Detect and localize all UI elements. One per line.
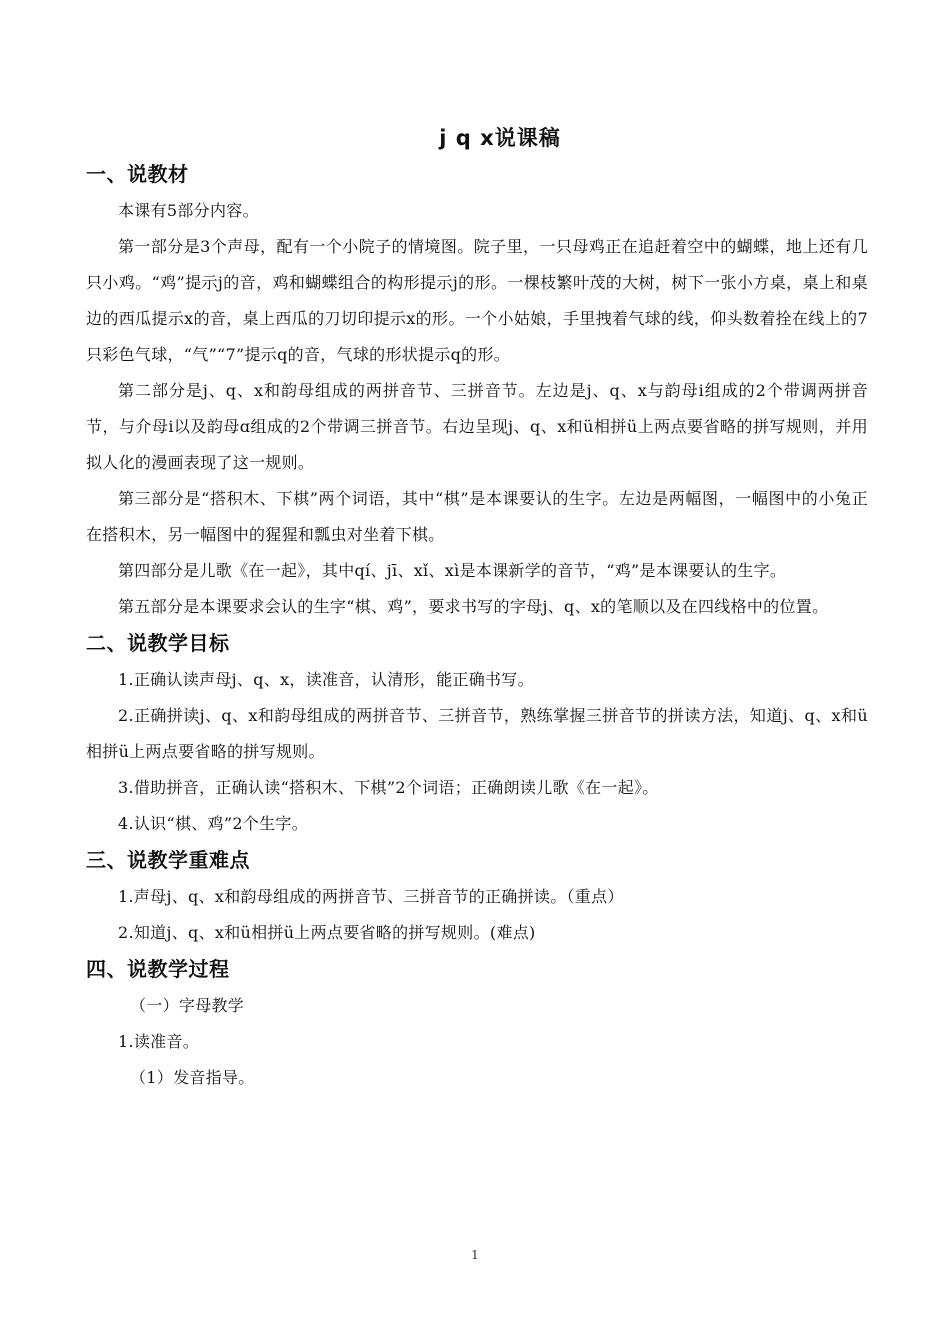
document-body	[86, 156, 868, 1096]
paragraph: （1）发音指导。	[130, 1068, 255, 1087]
paragraph: 2.正确拼读j、q、x和韵母组成的两拼音节、三拼音节，熟练掌握三拼音节的拼读方法，知道j、q、x和ü相拼ü上两点要省略的拼写规则。	[86, 706, 868, 761]
paragraph: 第四部分是儿歌《在一起》，其中qí、jī、xǐ、xì是本课新学的音节，“鸡”是本课要认的生字。	[118, 561, 787, 580]
paragraph: 本课有5部分内容。	[118, 201, 259, 220]
paragraph: 第二部分是j、q、x和韵母组成的两拼音节、三拼音节。左边是j、q、x与韵母i组成的2个带调两拼音节，与介母i以及韵母ɑ组成的2个带调三拼音节。右边呈现j、q、x和ü相拼ü上两点要省略的拼写规则，并用拟人化的漫画表现了这一规则。	[86, 381, 868, 472]
paragraph: 4.认识“棋、鸡”2个生字。	[118, 814, 309, 833]
section-heading-goals: 二、说教学目标	[86, 631, 230, 655]
paragraph: 第三部分是“搭积木、下棋”两个词语，其中“棋”是本课要认的生字。左边是两幅图，一幅图中的小兔正在搭积木，另一幅图中的猩猩和瓢虫对坐着下棋。	[86, 489, 868, 544]
paragraph: 1.读准音。	[118, 1032, 200, 1051]
page-number: 1	[471, 1248, 479, 1262]
paragraph: （一）字母教学	[130, 996, 245, 1015]
section-heading-key-points: 三、说教学重难点	[86, 848, 250, 872]
section-heading-process: 四、说教学过程	[86, 957, 230, 981]
document-title: j q x说课稿	[439, 126, 561, 150]
paragraph: 第五部分是本课要求会认的生字“棋、鸡”，要求书写的字母j、q、x的笔顺以及在四线格中的位置。	[118, 597, 829, 616]
paragraph: 1.正确认读声母j、q、x，读准音，认清形，能正确书写。	[118, 670, 534, 689]
paragraph: 2.知道j、q、x和ü相拼ü上两点要省略的拼写规则。(难点)	[118, 923, 536, 942]
section-heading-textbook: 一、说教材	[86, 162, 189, 186]
paragraph: 3.借助拼音，正确认读“搭积木、下棋”2个词语；正确朗读儿歌《在一起》。	[118, 778, 659, 797]
paragraph: 第一部分是3个声母，配有一个小院子的情境图。院子里，一只母鸡正在追赶着空中的蝴蝶，地上还有几只小鸡。“鸡”提示j的音，鸡和蝴蝶组合的构形提示j的形。一棵枝繁叶茂的大树，树下一张小方桌，桌上和桌边的西瓜提示x的音，桌上西瓜的刀切印提示x的形。一个小姑娘，手里拽着气球的线，仰头数着拴在线上的7只彩色气球，“气”“7”提示q的音，气球的形状提示q的形。	[86, 237, 868, 364]
paragraph: 1.声母j、q、x和韵母组成的两拼音节、三拼音节的正确拼读。（重点）	[118, 887, 624, 906]
